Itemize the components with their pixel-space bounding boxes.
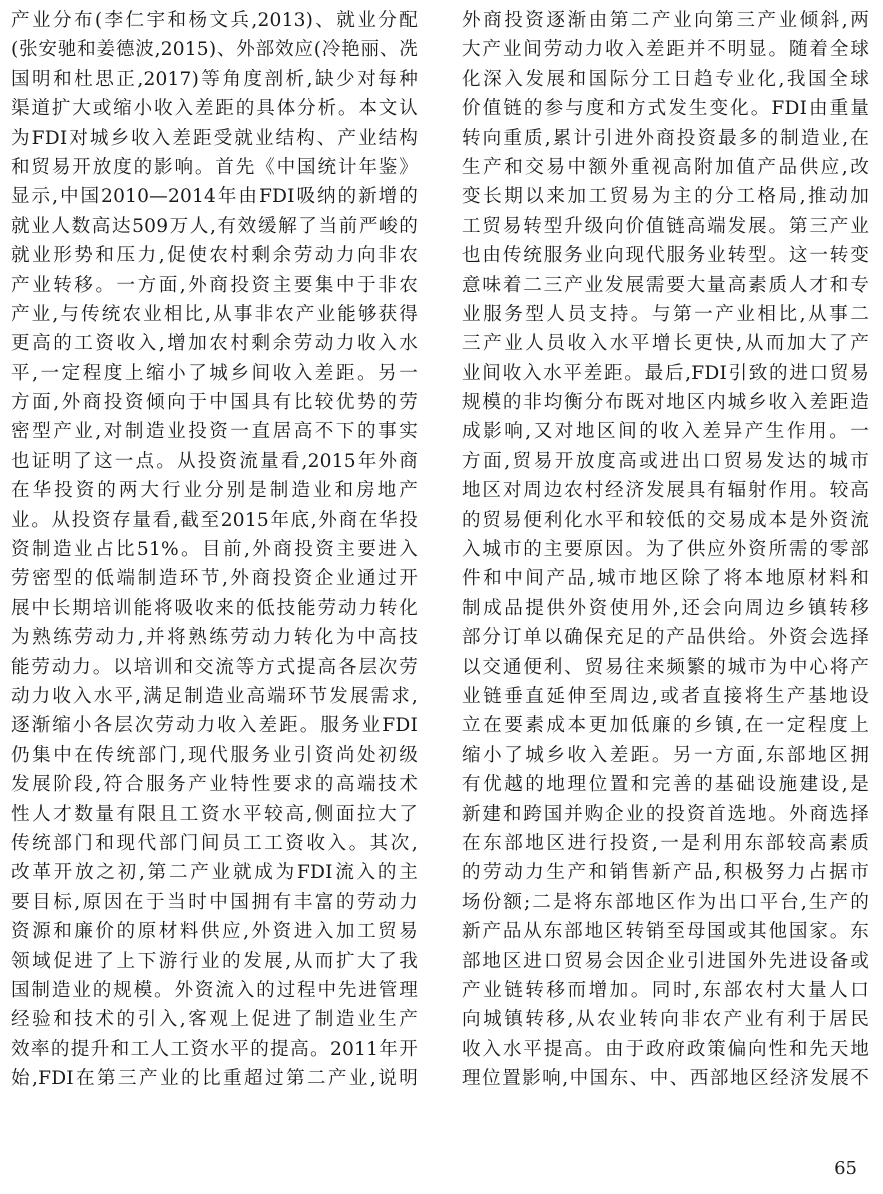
text-line: 生产和交易中额外重视高附加值产品供应,改 (462, 156, 869, 178)
text-line: 始,FDI在第三产业的比重超过第二产业,说明 (11, 1068, 418, 1090)
text-line: 外商投资逐渐由第二产业向第三产业倾斜,两 (462, 10, 869, 31)
text-line: 产业链转移而增加。同时,东部农村大量人口 (462, 979, 869, 1001)
text-line: 场份额;二是将东部地区作为出口平台,生产的 (462, 891, 869, 913)
text-line: 业。从投资存量看,截至2015年底,外商在华投 (11, 509, 418, 531)
text-line: 向城镇转移,从农业转向非农产业有利于居民 (462, 1009, 869, 1031)
text-line: 有优越的地理位置和完善的基础设施建设,是 (462, 774, 869, 796)
right-text-column (462, 6, 869, 1093)
text-line: 业服务型人员支持。与第一产业相比,从事二 (462, 303, 869, 325)
text-line: 部地区进口贸易会因企业引进国外先进设备或 (462, 950, 869, 972)
text-line: 变长期以来加工贸易为主的分工格局,推动加 (462, 186, 869, 208)
text-line: 缩小了城乡收入差距。另一方面,东部地区拥 (462, 744, 869, 766)
text-line: (张安驰和姜德波,2015)、外部效应(冷艳丽、冼 (11, 39, 418, 61)
page-number: 65 (834, 1158, 857, 1179)
text-line: 国制造业的规模。外资流入的过程中先进管理 (11, 979, 418, 1001)
text-line: 收入水平提高。由于政府政策偏向性和先天地 (462, 1038, 869, 1060)
text-line: 新建和跨国并购企业的投资首选地。外商选择 (462, 803, 869, 825)
text-line: 为FDI对城乡收入差距受就业结构、产业结构 (11, 127, 418, 149)
text-line: 显示,中国2010—2014年由FDI吸纳的新增的 (11, 186, 418, 208)
text-line: 改革开放之初,第二产业就成为FDI流入的主 (11, 862, 418, 884)
text-line: 方面,贸易开放度高或进出口贸易发达的城市 (462, 450, 869, 472)
text-line: 制成品提供外资使用外,还会向周边乡镇转移 (462, 597, 869, 619)
text-line: 渠道扩大或缩小收入差距的具体分析。本文认 (11, 98, 418, 120)
text-line: 和贸易开放度的影响。首先《中国统计年鉴》 (11, 156, 418, 178)
text-line: 立在要素成本更加低廉的乡镇,在一定程度上 (462, 715, 869, 737)
text-line: 规模的非均衡分布既对地区内城乡收入差距造 (462, 392, 869, 414)
text-line: 入城市的主要原因。为了供应外资所需的零部 (462, 539, 869, 561)
text-line: 的贸易便利化水平和较低的交易成本是外资流 (462, 509, 869, 531)
text-line: 经验和技术的引入,客观上促进了制造业生产 (11, 1009, 418, 1031)
text-line: 转向重质,累计引进外商投资最多的制造业,在 (462, 127, 869, 149)
text-line: 三产业人员收入水平增长更快,从而加大了产 (462, 333, 869, 355)
text-line: 大产业间劳动力收入差距并不明显。随着全球 (462, 39, 869, 61)
text-line: 平,一定程度上缩小了城乡间收入差距。另一 (11, 362, 418, 384)
text-line: 件和中间产品,城市地区除了将本地原材料和 (462, 568, 869, 590)
text-line: 国明和杜思正,2017)等角度剖析,缺少对每种 (11, 68, 418, 90)
left-text-column (11, 6, 418, 1093)
text-line: 地区对周边农村经济发展具有辐射作用。较高 (462, 480, 869, 502)
text-line: 业间收入水平差距。最后,FDI引致的进口贸易 (462, 362, 869, 384)
text-line: 产业分布(李仁宇和杨文兵,2013)、就业分配 (11, 10, 418, 31)
text-line: 以交通便利、贸易往来频繁的城市为中心将产 (462, 656, 869, 678)
text-line: 传统部门和现代部门间员工工资收入。其次, (11, 832, 418, 854)
text-line: 能劳动力。以培训和交流等方式提高各层次劳 (11, 656, 418, 678)
text-line: 产业转移。一方面,外商投资主要集中于非农 (11, 274, 418, 296)
text-line: 效率的提升和工人工资水平的提高。2011年开 (11, 1038, 418, 1060)
text-line: 产业,与传统农业相比,从事非农产业能够获得 (11, 303, 418, 325)
text-line: 价值链的参与度和方式发生变化。FDI由重量 (462, 98, 869, 120)
text-line: 部分订单以确保充足的产品供给。外资会选择 (462, 627, 869, 649)
text-line: 资源和廉价的原材料供应,外资进入加工贸易 (11, 921, 418, 943)
text-line: 逐渐缩小各层次劳动力收入差距。服务业FDI (11, 715, 418, 737)
text-line: 意味着二三产业发展需要大量高素质人才和专 (462, 274, 869, 296)
text-line: 展中长期培训能将吸收来的低技能劳动力转化 (11, 597, 418, 619)
text-line: 性人才数量有限且工资水平较高,侧面拉大了 (11, 803, 418, 825)
text-line: 就业人数高达509万人,有效缓解了当前严峻的 (11, 215, 418, 237)
text-line: 更高的工资收入,增加农村剩余劳动力收入水 (11, 333, 418, 355)
text-line: 方面,外商投资倾向于中国具有比较优势的劳 (11, 392, 418, 414)
text-line: 密型产业,对制造业投资一直居高不下的事实 (11, 421, 418, 443)
text-line: 为熟练劳动力,并将熟练劳动力转化为中高技 (11, 627, 418, 649)
text-line: 化深入发展和国际分工日趋专业化,我国全球 (462, 68, 869, 90)
text-line: 业链垂直延伸至周边,或者直接将生产基地设 (462, 685, 869, 707)
text-line: 动力收入水平,满足制造业高端环节发展需求, (11, 685, 418, 707)
text-line: 也由传统服务业向现代服务业转型。这一转变 (462, 245, 869, 267)
text-line: 在华投资的两大行业分别是制造业和房地产 (11, 480, 418, 502)
text-line: 仍集中在传统部门,现代服务业引资尚处初级 (11, 744, 418, 766)
text-line: 新产品从东部地区转销至母国或其他国家。东 (462, 921, 869, 943)
text-line: 也证明了这一点。从投资流量看,2015年外商 (11, 450, 418, 472)
text-line: 就业形势和压力,促使农村剩余劳动力向非农 (11, 245, 418, 267)
text-line: 劳密型的低端制造环节,外商投资企业通过开 (11, 568, 418, 590)
text-line: 成影响,又对地区间的收入差异产生作用。一 (462, 421, 869, 443)
text-line: 领域促进了上下游行业的发展,从而扩大了我 (11, 950, 418, 972)
text-line: 资制造业占比51%。目前,外商投资主要进入 (11, 539, 418, 561)
text-line: 要目标,原因在于当时中国拥有丰富的劳动力 (11, 891, 418, 913)
text-line: 工贸易转型升级向价值链高端发展。第三产业 (462, 215, 869, 237)
text-line: 在东部地区进行投资,一是利用东部较高素质 (462, 832, 869, 854)
text-line: 的劳动力生产和销售新产品,积极努力占据市 (462, 862, 869, 884)
text-line: 发展阶段,符合服务产业特性要求的高端技术 (11, 774, 418, 796)
text-line: 理位置影响,中国东、中、西部地区经济发展不 (462, 1068, 869, 1090)
